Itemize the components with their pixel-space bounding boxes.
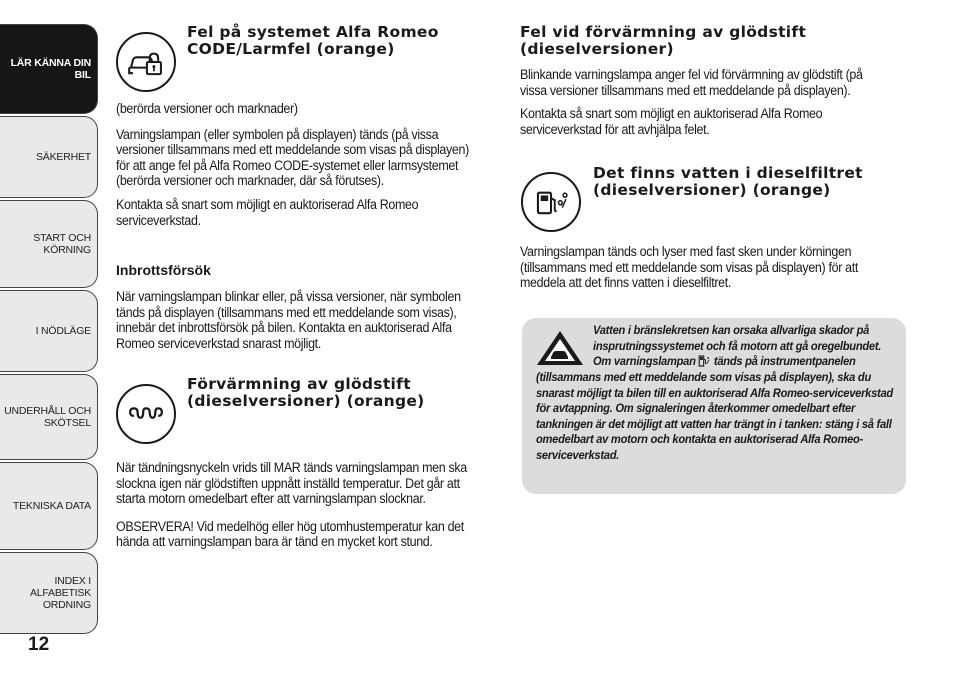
tab-underhall-och-skotsel[interactable]	[0, 374, 98, 460]
tab-lar-kanna-din-bil[interactable]	[0, 24, 98, 114]
paragraph: När tändningsnyckeln vrids till MAR tänds varningslampan men ska slockna igen när glödstiften uppnått inställd temperatur. Det går att starta motorn omedelbart efter att varningslampan slocknar.	[116, 460, 467, 507]
tab-label: START OCH	[33, 232, 91, 244]
title-line: Förvärmning av glödstift	[187, 375, 411, 393]
page-number: 12	[28, 634, 50, 655]
warning-triangle-icon	[534, 328, 586, 368]
water-filter-title	[593, 165, 913, 199]
tab-label: ORDNING	[42, 599, 91, 611]
warning-line: Vatten i bränslekretsen kan orsaka allvarliga skador på	[593, 323, 870, 337]
tab-label: I NÖDLÄGE	[35, 325, 91, 337]
title-line: Fel på systemet Alfa Romeo	[187, 23, 439, 41]
code-alarm-title	[187, 24, 497, 58]
title-line: (dieselversioner)	[520, 40, 674, 58]
warning-text: Om varningslampan	[593, 354, 696, 369]
warning-text: (tillsammans med ett meddelande som visas på displayen), ska du snarast möjligt ta bilen till en auktoriserad Alfa Romeo-serviceverkstad för avtappning. Om signaleringen återkommer omedelbart efter tankningen är det möjligt att vatten har trängt in i tanken: stäng i så fall omedelbart av motorn och kontakta en auktoriserad Alfa Romeo-serviceverkstad.	[536, 370, 893, 462]
intrusion-heading: Inbrottsförsök	[116, 262, 211, 278]
paragraph: Varningslampan (eller symbolen på displayen) tänds (på vissa versioner tillsammans med ett meddelande som visas på displayen) för att ange fel på Alfa Romeo CODE-systemet eller larmsystemet (berörda versioner och marknader, där så förutses).	[116, 126, 469, 189]
tab-sakerhet[interactable]	[0, 116, 98, 198]
tab-label: INDEX I ALFABETISK	[29, 575, 91, 599]
car-lock-icon	[116, 32, 176, 92]
tab-label: TEKNISKA DATA	[12, 500, 91, 512]
paragraph: När varningslampan blinkar eller, på vissa versioner, när symbolen tänds på displayen (tillsammans med ett meddelande som visas), innebär det inbrottsförsök på bilen. Kontakta en auktoriserad Alfa Romeo serviceverkstad snarast möjligt.	[116, 289, 461, 351]
paragraph: Kontakta så snart som möjligt en auktoriserad Alfa Romeo serviceverkstad för att avhjälpa felet.	[520, 106, 823, 137]
paragraph: OBSERVERA! Vid medelhög eller hög utomhustemperatur kan det hända att varningslampan bara är tänd en mycket kort stund.	[116, 518, 464, 550]
preheat-fault-body	[520, 67, 892, 137]
warning-body	[536, 370, 896, 464]
intrusion-body	[116, 289, 486, 351]
glow-plug-icon	[116, 384, 176, 444]
fuel-water-icon	[698, 354, 711, 367]
tab-label: BIL	[74, 69, 91, 81]
warning-text: tänds på instrumentpanelen	[713, 354, 856, 369]
code-alarm-body	[116, 101, 486, 228]
title-line: CODE/Larmfel (orange)	[187, 40, 395, 58]
tab-label: KÖRNING	[43, 244, 91, 256]
tab-i-nodlage[interactable]	[0, 290, 98, 372]
title-line: Fel vid förvärmning av glödstift	[520, 23, 807, 41]
warning-intro	[593, 323, 903, 370]
tab-label: SKÖTSEL	[43, 417, 91, 429]
tab-tekniska-data[interactable]	[0, 462, 98, 550]
tab-label: LÄR KÄNNA DIN	[10, 57, 91, 69]
preheat-fault-title	[520, 24, 910, 58]
title-line: (dieselversioner) (orange)	[593, 181, 831, 199]
fuel-water-icon	[521, 172, 581, 232]
warning-line	[593, 354, 899, 370]
tab-start-och-korning[interactable]	[0, 200, 98, 288]
paragraph: Varningslampan tänds och lyser med fast sken under körningen (tillsammans med ett meddelande som visas på displayen) för att meddela att det finns vatten i dieselfiltret.	[520, 244, 859, 291]
water-filter-body	[520, 244, 892, 291]
title-line: Det finns vatten i dieselfiltret	[593, 164, 863, 182]
tab-label: SÄKERHET	[36, 151, 91, 163]
paragraph: Blinkande varningslampa anger fel vid förvärmning av glödstift (på vissa versioner tillsammans med ett meddelande på displayen).	[520, 67, 863, 98]
paragraph: (berörda versioner och marknader)	[116, 101, 298, 116]
preheat-body	[116, 460, 486, 550]
preheat-title	[187, 376, 497, 410]
warning-line: insprutningssystemet och få motorn att gå oregelbundet.	[593, 338, 882, 353]
tab-label: UNDERHÅLL OCH	[4, 405, 91, 417]
title-line: (dieselversioner) (orange)	[187, 392, 425, 410]
paragraph: Kontakta så snart som möjligt en auktoriserad Alfa Romeo serviceverkstad.	[116, 196, 419, 228]
chapter-sidebar	[0, 0, 100, 686]
tab-index[interactable]	[0, 552, 98, 634]
